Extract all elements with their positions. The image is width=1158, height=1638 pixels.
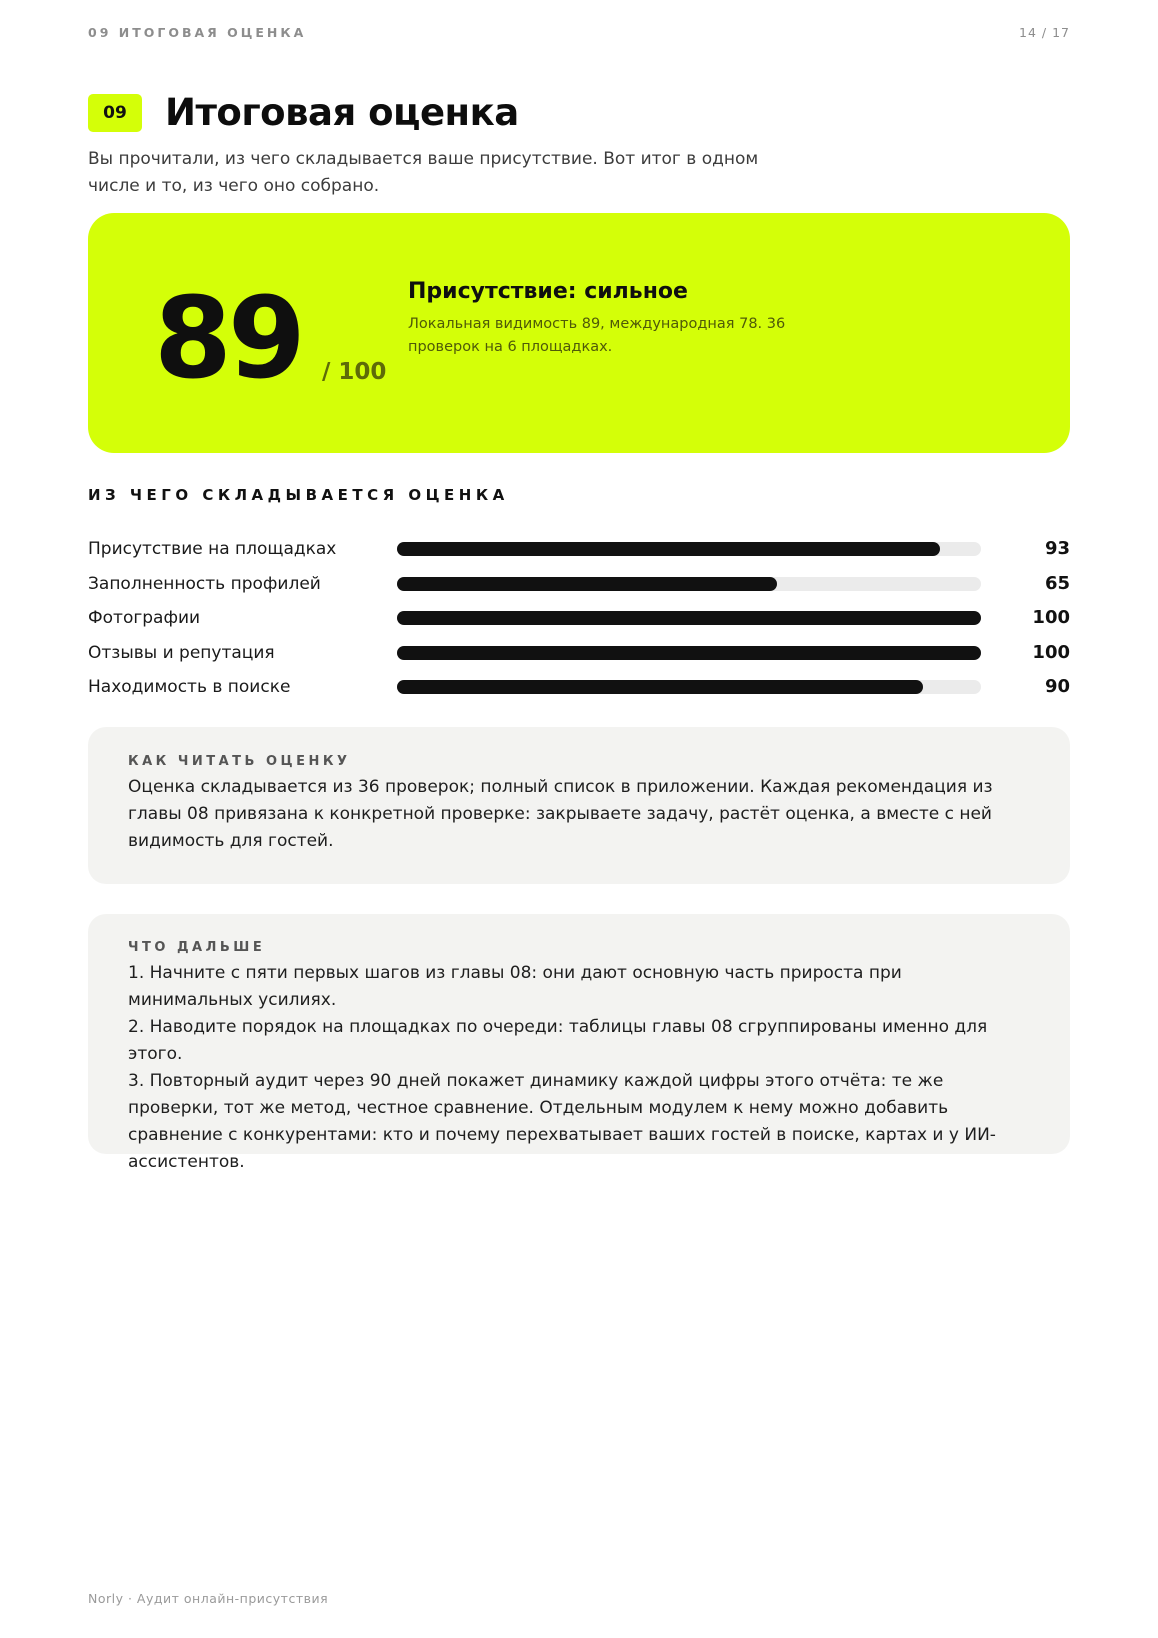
metric-label: Отзывы и репутация	[88, 642, 275, 663]
metric-bar-track	[397, 646, 981, 660]
metric-row	[88, 604, 1070, 639]
page-title: Итоговая оценка	[165, 91, 519, 134]
metric-bar-track	[397, 680, 981, 694]
metric-bar-track	[397, 577, 981, 591]
metric-bar-fill	[397, 577, 777, 591]
metric-row	[88, 673, 1070, 708]
score-verdict: Присутствие: сильное	[408, 279, 688, 304]
metric-bar-track	[397, 611, 981, 625]
metric-label: Присутствие на площадках	[88, 539, 337, 559]
next-steps-eyebrow: ЧТО ДАЛЬШЕ	[128, 940, 266, 955]
metric-value: 100	[1032, 607, 1070, 628]
score-detail: Локальная видимость 89, международная 78. 36 проверок на 6 площадках.	[408, 316, 786, 355]
metric-value: 65	[1044, 572, 1070, 594]
overall-score-max: / 100	[322, 359, 387, 385]
next-step-item: 1. Начните с пяти первых шагов из главы 08: они дают основную часть прироста при минимальных усилиях.	[128, 963, 902, 1010]
chapter-number-badge: 09	[88, 94, 142, 132]
breakdown-heading: ИЗ ЧЕГО СКЛАДЫВАЕТСЯ ОЦЕНКА	[88, 486, 509, 504]
metric-value: 93	[1044, 538, 1070, 559]
metric-bar-fill	[397, 611, 981, 625]
metric-label: Заполненность профилей	[88, 573, 321, 594]
next-step-item: 2. Наводите порядок на площадках по очереди: таблицы главы 08 сгруппированы именно для этого.	[128, 1017, 988, 1064]
next-step-item: 3. Повторный аудит через 90 дней покажет динамику каждой цифры этого отчёта: те же проверки, тот же метод, честное сравнение. Отдельным модулем к нему можно добавить сравнение с конкурентами: кто и почему перехватывает ваших гостей в поиске, картах и у ИИ-ассистентов.	[128, 1071, 996, 1172]
chapter-intro: Вы прочитали, из чего складывается ваше присутствие. Вот итог в одном числе и то, из чего оно собрано.	[88, 149, 759, 196]
metric-row	[88, 639, 1070, 674]
metric-label: Находимость в поиске	[88, 677, 291, 697]
metric-bar-track	[397, 542, 981, 556]
metric-bar-fill	[397, 646, 981, 660]
page-footer: Norly · Аудит онлайн-присутствия	[88, 1591, 329, 1606]
score-breakdown-list	[88, 535, 1070, 708]
metric-value: 100	[1032, 641, 1070, 663]
running-title: 09 ИТОГОВАЯ ОЦЕНКА	[88, 25, 307, 40]
score-card	[88, 213, 1070, 453]
metric-value: 90	[1044, 676, 1070, 697]
next-steps-box	[88, 914, 1070, 1172]
running-header	[88, 25, 1070, 40]
chapter-title-row	[88, 91, 519, 134]
how-to-read-box	[88, 727, 1070, 884]
how-to-read-eyebrow: КАК ЧИТАТЬ ОЦЕНКУ	[128, 754, 351, 769]
metric-bar-fill	[397, 680, 923, 694]
metric-label: Фотографии	[88, 608, 201, 628]
metric-bar-fill	[397, 542, 940, 556]
metric-row	[88, 535, 1070, 570]
page-number: 14 / 17	[1019, 25, 1070, 40]
how-to-read-text: Оценка складывается из 36 проверок; полный список в приложении. Каждая рекомендация из главы 08 привязана к конкретной проверке: закрываете задачу, растёт оценка, а вместе с ней видимость для гостей.	[128, 777, 993, 851]
overall-score-value: 89	[154, 274, 302, 404]
metric-row	[88, 570, 1070, 605]
